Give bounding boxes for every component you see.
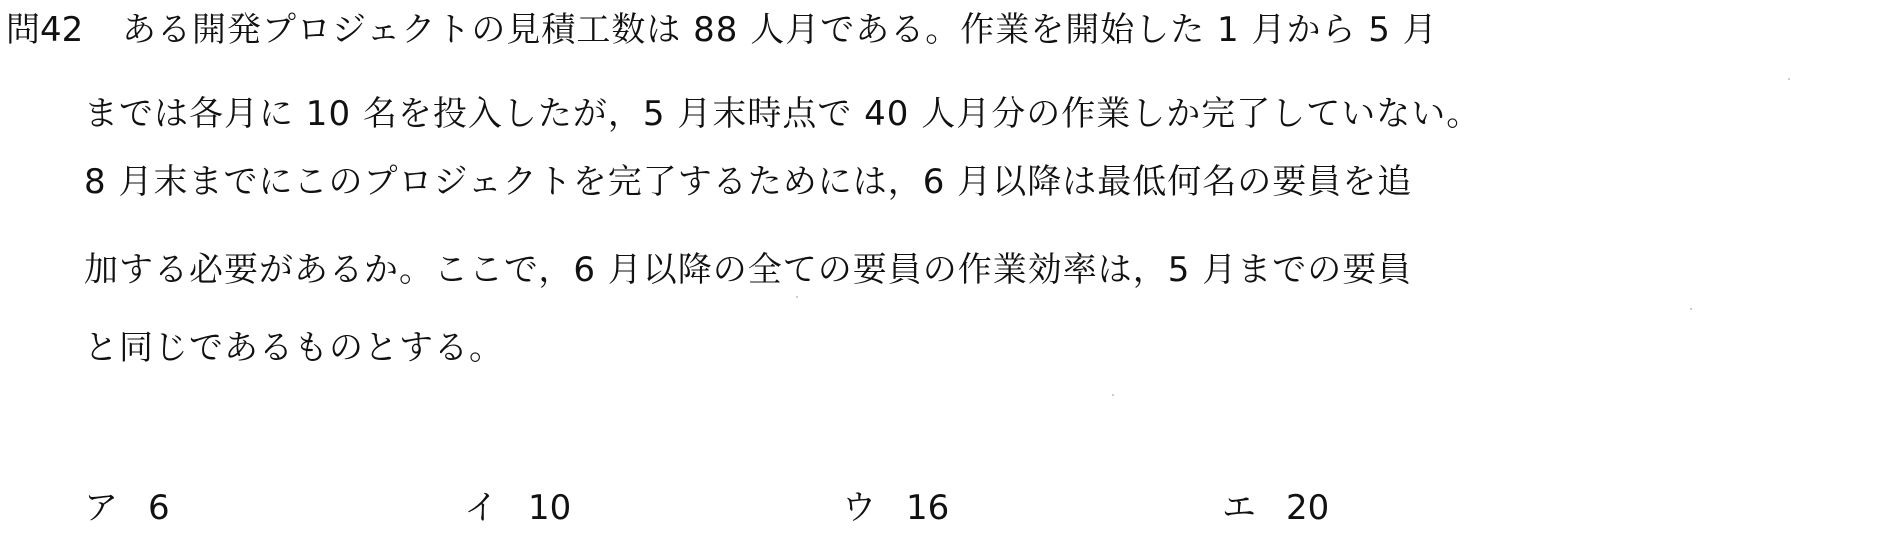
choice-u: [842, 486, 949, 530]
choice-u-label: ウ: [842, 488, 876, 528]
choice-i-value: 10: [528, 488, 572, 528]
scan-speck: [1788, 78, 1790, 80]
choice-e-label: エ: [1222, 488, 1256, 528]
scan-speck: [1112, 394, 1114, 396]
scan-speck: [1690, 308, 1692, 310]
question-text-line-5: と同じであるものとする。: [84, 328, 504, 368]
question-text-line-2: までは各月に 10 名を投入したが，5 月末時点で 40 人月分の作業しか完了していない。: [84, 94, 1482, 134]
choice-e: [1222, 486, 1329, 530]
question-text-line-3: 8 月末までにこのプロジェクトを完了するためには，6 月以降は最低何名の要員を追: [84, 162, 1413, 202]
choice-a-label: ア: [84, 488, 118, 528]
choice-a-value: 6: [148, 488, 170, 528]
question-number: 問42: [6, 10, 84, 50]
choice-i: [464, 486, 571, 530]
choice-e-value: 20: [1286, 488, 1330, 528]
choice-u-value: 16: [906, 488, 950, 528]
question-text-line-1: ある開発プロジェクトの見積工数は 88 人月である。作業を開始した 1 月から 5 月: [122, 10, 1438, 50]
question-text-line-4: 加する必要があるか。ここで，6 月以降の全ての要員の作業効率は，5 月までの要員: [84, 250, 1413, 290]
scan-speck: [796, 296, 798, 298]
choice-a: [84, 486, 170, 530]
choice-i-label: イ: [464, 488, 498, 528]
